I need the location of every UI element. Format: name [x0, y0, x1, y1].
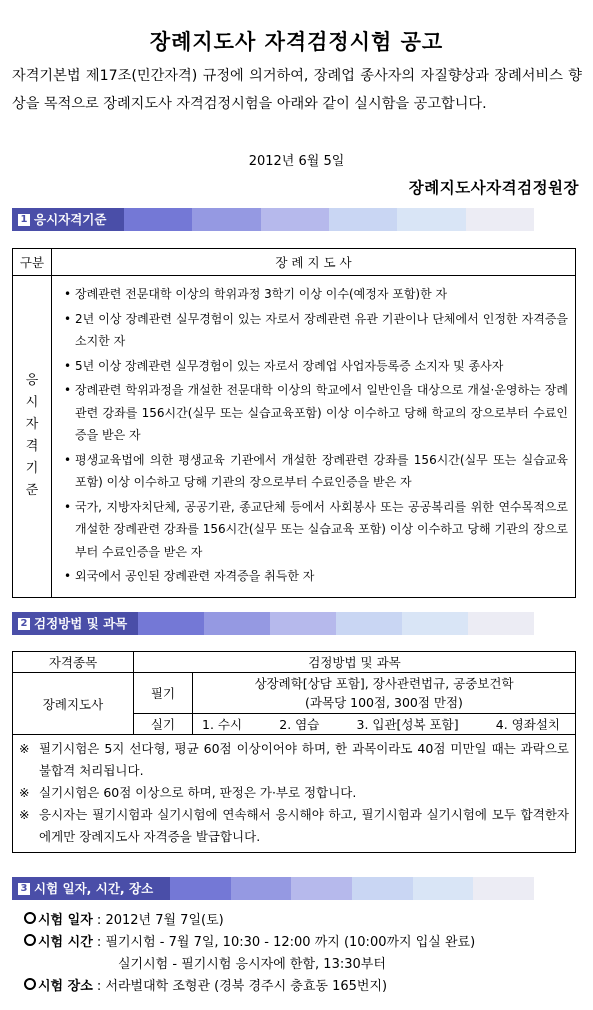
section-number: 2: [18, 618, 30, 630]
practical-item: 3. 입관[성복 포함]: [356, 717, 459, 732]
eligibility-item: • 5년 이상 장례관련 실무경험이 있는 자로서 장례업 사업자등록증 소지자 및 종사자: [63, 355, 568, 378]
eligibility-item: • 평생교육법에 의한 평생교육 기관에서 개설한 장례관련 강좌를 156시간(실무 또는 실습교육 포함) 이상 이수하고 당해 기관의 장으로부터 수료인증을 받은 자: [63, 449, 568, 494]
practical-item: 4. 영좌설치: [495, 717, 560, 732]
intro-paragraph: 자격기본법 제17조(민간자격) 규정에 의거하여, 장례업 종사자의 자질향상과 장례서비스 향상을 목적으로 장례지도사 자격검정시험을 아래와 같이 실시함을 공고합니다.: [12, 68, 582, 112]
section-1-header: [12, 208, 534, 231]
schedule-place: 시험 장소 : 서라벌대학 조형관 (경북 경주시 충효동 165번지): [24, 976, 387, 998]
col-header-category: 구분: [13, 249, 52, 276]
eligibility-item: • 장례관련 전문대학 이상의 학위과정 3학기 이상 이수(예정자 포함)한 자: [63, 283, 568, 306]
written-subjects: [193, 673, 576, 714]
row-label-text: 응 시 자 격 기 준: [25, 373, 39, 499]
section-3-header: [12, 877, 534, 900]
schedule-time: 시험 시간 : 필기시험 - 7월 7일, 10:30 - 12:00 까지 (10:00까지 입실 완료): [24, 932, 475, 954]
signer: 장례지도사자격검정원장: [408, 179, 579, 197]
circle-bullet-icon: [24, 912, 36, 924]
row-label-eligibility: [13, 276, 52, 598]
circle-bullet-icon: [24, 978, 36, 990]
schedule-time-practical: 실기시험 - 필기시험 응시자에 한함, 13:30부터: [118, 957, 386, 972]
section-number: 1: [18, 214, 30, 226]
practical-subjects: [193, 714, 576, 735]
circle-bullet-icon: [24, 934, 36, 946]
exam-notes: [13, 735, 576, 853]
exam-method-table: [12, 651, 576, 853]
section-number: 3: [18, 883, 30, 895]
section-label: 시험 일자, 시간, 장소: [34, 881, 154, 896]
qual-name: 장례지도사: [13, 673, 134, 735]
eligibility-item: • 장례관련 학위과정을 개설한 전문대학 이상의 학교에서 일반인을 대상으로 개설·운영하는 장례관련 강좌를 156시간(실무 또는 실습교육포함) 이상 이수하고 당해 학교의 장으로부터 수료인증을 받은 자: [63, 379, 568, 447]
practical-item: 1. 수시: [202, 717, 243, 732]
eligibility-table: [12, 248, 576, 598]
practical-label: 실기: [134, 714, 193, 735]
written-label: 필기: [134, 673, 193, 714]
practical-item: 2. 염습: [279, 717, 320, 732]
col-header-qualification: 장 례 지 도 사: [52, 249, 576, 276]
eligibility-item: • 국가, 지방자치단체, 공공기관, 종교단체 등에서 사회봉사 또는 공공복리를 위한 연수목적으로 개설한 장례관련 강좌를 156시간(실무 또는 실습교육 포함) 이상 이수하고 당해 기관의 장으로부터 수료인증을 받은 자: [63, 496, 568, 564]
written-line-2: (과목당 100점, 300점 만점): [305, 695, 463, 710]
section-label: 응시자격기준: [34, 212, 107, 227]
note-item: ※ 응시자는 필기시험과 실기시험에 연속해서 응시해야 하고, 필기시험과 실기시험에 모두 합격한자에게만 장례지도사 자격증을 발급합니다.: [19, 807, 569, 844]
note-item: ※ 실기시험은 60점 이상으로 하며, 판정은 가·부로 정합니다.: [19, 785, 357, 800]
section-2-header: [12, 612, 534, 635]
notice-title: 장례지도사 자격검정시험 공고: [149, 30, 444, 54]
eligibility-list: [53, 277, 574, 596]
section-label: 검정방법 및 과목: [34, 616, 128, 631]
header-method: 검정방법 및 과목: [134, 652, 576, 673]
header-qual-type: 자격종목: [13, 652, 134, 673]
eligibility-item: • 2년 이상 장례관련 실무경험이 있는 자로서 장례관련 유관 기관이나 단체에서 인정한 자격증을 소지한 자: [63, 308, 568, 353]
schedule-date: 시험 일자 : 2012년 7월 7일(토): [24, 910, 224, 932]
note-item: ※ 필기시험은 5지 선다형, 평균 60점 이상이어야 하며, 한 과목이라도 40점 미만일 때는 과락으로 불합격 처리됩니다.: [19, 741, 569, 778]
eligibility-item: • 외국에서 공인된 장례관련 자격증을 취득한 자: [63, 565, 568, 588]
written-line-1: 상장례학[상담 포함], 장사관련법규, 공중보건학: [254, 676, 514, 691]
notice-date: 2012년 6월 5일: [248, 154, 345, 169]
